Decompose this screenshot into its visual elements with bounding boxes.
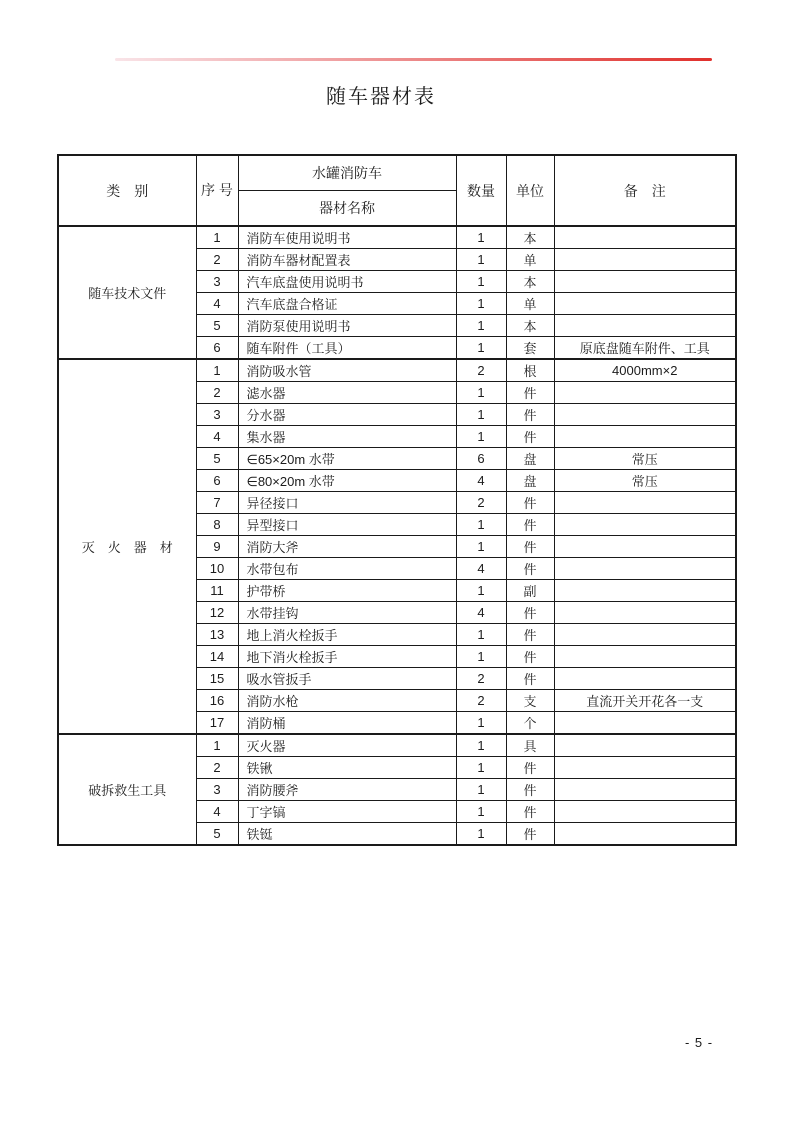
serial-cell: 5 — [196, 448, 238, 470]
note-cell — [554, 734, 736, 757]
table-row — [58, 734, 736, 757]
unit-cell: 件 — [506, 404, 554, 426]
unit-cell: 件 — [506, 536, 554, 558]
note-cell — [554, 646, 736, 668]
name-cell: 异径接口 — [238, 492, 456, 514]
serial-cell: 1 — [196, 226, 238, 249]
note-cell: 常压 — [554, 448, 736, 470]
serial-cell: 2 — [196, 382, 238, 404]
table-row — [58, 226, 736, 249]
note-cell — [554, 404, 736, 426]
qty-cell: 1 — [456, 712, 506, 735]
qty-cell: 1 — [456, 624, 506, 646]
note-cell — [554, 823, 736, 846]
header-remarks: 备 注 — [554, 155, 736, 226]
name-cell: ∈65×20m 水带 — [238, 448, 456, 470]
note-cell — [554, 249, 736, 271]
name-cell: 地下消火栓扳手 — [238, 646, 456, 668]
unit-cell: 支 — [506, 690, 554, 712]
serial-cell: 17 — [196, 712, 238, 735]
name-cell: 护带桥 — [238, 580, 456, 602]
name-cell: 消防泵使用说明书 — [238, 315, 456, 337]
qty-cell: 1 — [456, 271, 506, 293]
equipment-table-header — [58, 155, 736, 226]
serial-cell: 5 — [196, 823, 238, 846]
name-cell: 吸水管扳手 — [238, 668, 456, 690]
note-cell — [554, 668, 736, 690]
header-serial: 序 号 — [196, 155, 238, 226]
qty-cell: 1 — [456, 580, 506, 602]
header-rule-line — [115, 58, 712, 61]
name-cell: 灭火器 — [238, 734, 456, 757]
note-cell — [554, 757, 736, 779]
note-cell — [554, 293, 736, 315]
note-cell — [554, 712, 736, 735]
name-cell: 铁锹 — [238, 757, 456, 779]
unit-cell: 件 — [506, 646, 554, 668]
qty-cell: 1 — [456, 337, 506, 360]
unit-cell: 套 — [506, 337, 554, 360]
name-cell: 水带挂钩 — [238, 602, 456, 624]
name-cell: 水带包布 — [238, 558, 456, 580]
category-cell: 随车技术文件 — [58, 226, 196, 359]
note-cell — [554, 382, 736, 404]
serial-cell: 7 — [196, 492, 238, 514]
qty-cell: 6 — [456, 448, 506, 470]
unit-cell: 副 — [506, 580, 554, 602]
name-cell: 消防水枪 — [238, 690, 456, 712]
note-cell: 原底盘随车附件、工具 — [554, 337, 736, 360]
serial-cell: 3 — [196, 271, 238, 293]
qty-cell: 1 — [456, 536, 506, 558]
unit-cell: 本 — [506, 315, 554, 337]
note-cell — [554, 624, 736, 646]
name-cell: 汽车底盘使用说明书 — [238, 271, 456, 293]
qty-cell: 1 — [456, 646, 506, 668]
note-cell: 常压 — [554, 470, 736, 492]
note-cell — [554, 801, 736, 823]
unit-cell: 件 — [506, 514, 554, 536]
equipment-table-body — [58, 226, 736, 845]
note-cell — [554, 514, 736, 536]
qty-cell: 1 — [456, 404, 506, 426]
header-vehicle-type: 水罐消防车 — [238, 155, 456, 191]
header-row-1 — [58, 155, 736, 191]
qty-cell: 2 — [456, 359, 506, 382]
serial-cell: 13 — [196, 624, 238, 646]
name-cell: 消防车使用说明书 — [238, 226, 456, 249]
qty-cell: 1 — [456, 734, 506, 757]
header-quantity: 数量 — [456, 155, 506, 226]
unit-cell: 本 — [506, 226, 554, 249]
qty-cell: 2 — [456, 492, 506, 514]
serial-cell: 9 — [196, 536, 238, 558]
equipment-table — [57, 154, 737, 846]
unit-cell: 盘 — [506, 470, 554, 492]
unit-cell: 件 — [506, 779, 554, 801]
unit-cell: 件 — [506, 426, 554, 448]
note-cell — [554, 580, 736, 602]
note-cell — [554, 492, 736, 514]
note-cell — [554, 226, 736, 249]
note-cell — [554, 779, 736, 801]
name-cell: 集水器 — [238, 426, 456, 448]
unit-cell: 件 — [506, 668, 554, 690]
serial-cell: 11 — [196, 580, 238, 602]
qty-cell: 4 — [456, 470, 506, 492]
serial-cell: 2 — [196, 249, 238, 271]
page-title: 随车器材表 — [326, 86, 436, 108]
qty-cell: 1 — [456, 757, 506, 779]
qty-cell: 4 — [456, 602, 506, 624]
serial-cell: 3 — [196, 779, 238, 801]
unit-cell: 件 — [506, 558, 554, 580]
unit-cell: 件 — [506, 492, 554, 514]
name-cell: 异型接口 — [238, 514, 456, 536]
unit-cell: 件 — [506, 757, 554, 779]
category-cell: 破拆救生工具 — [58, 734, 196, 845]
name-cell: 滤水器 — [238, 382, 456, 404]
unit-cell: 单 — [506, 249, 554, 271]
name-cell: ∈80×20m 水带 — [238, 470, 456, 492]
name-cell: 消防桶 — [238, 712, 456, 735]
qty-cell: 1 — [456, 315, 506, 337]
page-number: - 5 - — [684, 1035, 714, 1050]
serial-cell: 3 — [196, 404, 238, 426]
serial-cell: 8 — [196, 514, 238, 536]
serial-cell: 10 — [196, 558, 238, 580]
serial-cell: 14 — [196, 646, 238, 668]
serial-cell: 5 — [196, 315, 238, 337]
unit-cell: 个 — [506, 712, 554, 735]
note-cell — [554, 558, 736, 580]
serial-cell: 12 — [196, 602, 238, 624]
name-cell: 消防车器材配置表 — [238, 249, 456, 271]
note-cell — [554, 602, 736, 624]
header-equipment-name: 器材名称 — [238, 191, 456, 227]
unit-cell: 根 — [506, 359, 554, 382]
table-row — [58, 359, 736, 382]
name-cell: 地上消火栓扳手 — [238, 624, 456, 646]
qty-cell: 1 — [456, 226, 506, 249]
serial-cell: 2 — [196, 757, 238, 779]
unit-cell: 件 — [506, 624, 554, 646]
name-cell: 消防大斧 — [238, 536, 456, 558]
qty-cell: 4 — [456, 558, 506, 580]
serial-cell: 4 — [196, 293, 238, 315]
unit-cell: 件 — [506, 823, 554, 846]
note-cell — [554, 426, 736, 448]
qty-cell: 1 — [456, 293, 506, 315]
note-cell: 4000mm×2 — [554, 359, 736, 382]
note-cell — [554, 536, 736, 558]
name-cell: 消防腰斧 — [238, 779, 456, 801]
header-category: 类 别 — [58, 155, 196, 226]
note-cell — [554, 315, 736, 337]
unit-cell: 件 — [506, 382, 554, 404]
header-unit: 单位 — [506, 155, 554, 226]
qty-cell: 1 — [456, 382, 506, 404]
name-cell: 分水器 — [238, 404, 456, 426]
name-cell: 随车附件（工具） — [238, 337, 456, 360]
unit-cell: 具 — [506, 734, 554, 757]
qty-cell: 1 — [456, 249, 506, 271]
unit-cell: 件 — [506, 602, 554, 624]
qty-cell: 1 — [456, 514, 506, 536]
serial-cell: 6 — [196, 470, 238, 492]
serial-cell: 16 — [196, 690, 238, 712]
serial-cell: 1 — [196, 359, 238, 382]
name-cell: 消防吸水管 — [238, 359, 456, 382]
name-cell: 丁字镐 — [238, 801, 456, 823]
unit-cell: 单 — [506, 293, 554, 315]
serial-cell: 1 — [196, 734, 238, 757]
name-cell: 铁铤 — [238, 823, 456, 846]
serial-cell: 6 — [196, 337, 238, 360]
qty-cell: 1 — [456, 801, 506, 823]
qty-cell: 2 — [456, 668, 506, 690]
qty-cell: 2 — [456, 690, 506, 712]
unit-cell: 盘 — [506, 448, 554, 470]
note-cell — [554, 271, 736, 293]
category-cell: 灭 火 器 材 — [58, 359, 196, 734]
unit-cell: 件 — [506, 801, 554, 823]
serial-cell: 15 — [196, 668, 238, 690]
serial-cell: 4 — [196, 426, 238, 448]
unit-cell: 本 — [506, 271, 554, 293]
qty-cell: 1 — [456, 779, 506, 801]
qty-cell: 1 — [456, 426, 506, 448]
qty-cell: 1 — [456, 823, 506, 846]
note-cell: 直流开关开花各一支 — [554, 690, 736, 712]
serial-cell: 4 — [196, 801, 238, 823]
name-cell: 汽车底盘合格证 — [238, 293, 456, 315]
